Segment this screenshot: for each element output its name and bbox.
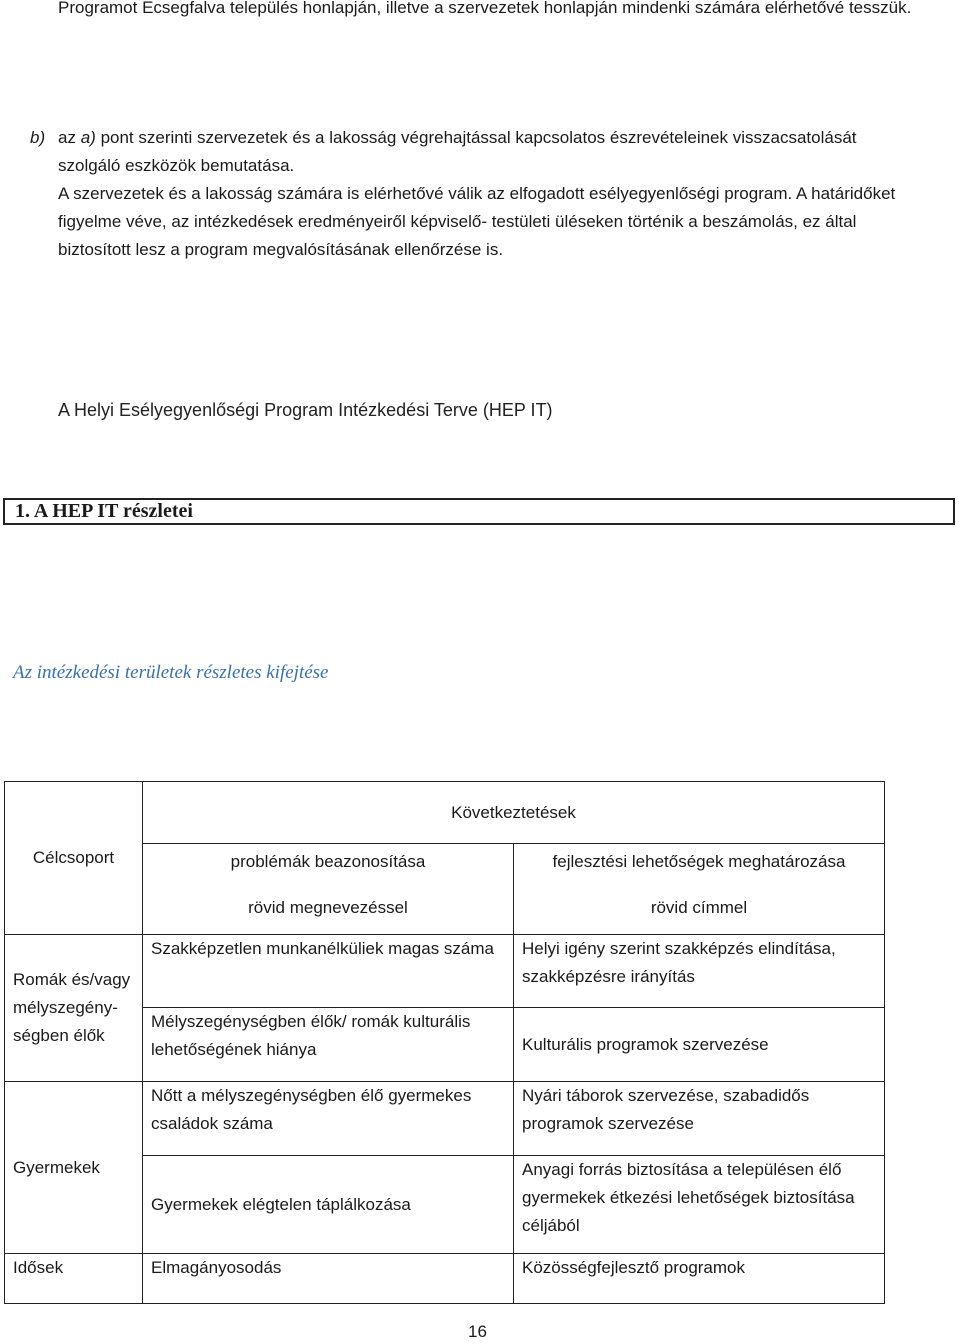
problems-header-label: problémák beazonosítása — [230, 852, 426, 871]
section-title: 1. A HEP IT részletei — [3, 498, 955, 525]
opportunity-cell: Kulturális programok szervezése — [514, 1008, 885, 1082]
target-group-cell: Idősek — [5, 1254, 143, 1304]
problem-cell: Gyermekek elégtelen táplálkozása — [143, 1156, 514, 1254]
point-b-paragraph — [30, 124, 920, 264]
problem-cell: Szakképzetlen munkanélküliek magas száma — [143, 935, 514, 1008]
table-row — [5, 1082, 885, 1156]
page-number: 16 — [468, 1322, 487, 1341]
conclusions-header: Következtetések — [143, 782, 885, 844]
target-group-cell: Romák és/vagy mélyszegény-ségben élők — [5, 935, 143, 1082]
problem-cell: Nőtt a mélyszegénységben élő gyermekes családok száma — [143, 1082, 514, 1156]
measures-table — [4, 781, 885, 1304]
point-b-body: A szervezetek és a lakosság számára is elérhetővé válik az elfogadott esélyegyenlőségi program. A határidőket figyelme véve, az intézkedések eredményeiről képviselő- testületi üléseken történik a beszámolás, ez által biztosított lesz a program megvalósításának ellenőrzése is. — [58, 184, 896, 259]
opportunity-cell: Közösségfejlesztő programok — [514, 1254, 885, 1304]
target-group-cell: Gyermekek — [5, 1082, 143, 1254]
opportunity-cell: Anyagi forrás biztosítása a településen élő gyermekek étkezési lehetőségek biztosítása céljából — [514, 1156, 885, 1254]
hep-title: A Helyi Esélyegyenlőségi Program Intézkedési Terve (HEP IT) — [58, 400, 553, 420]
point-b-lead-post: pont szerinti szervezetek és a lakosság végrehajtással kapcsolatos észrevételeinek visszacsatolását szolgáló eszközök bemutatása. — [58, 128, 857, 175]
problems-header — [143, 844, 514, 935]
area-heading: Az intézkedési területek részletes kifejtése — [13, 662, 329, 683]
table-row — [5, 1254, 885, 1304]
opportunity-cell: Helyi igény szerint szakképzés elindítása, szakképzésre irányítás — [514, 935, 885, 1008]
problem-cell: Mélyszegénységben élők/ romák kulturális lehetőségének hiánya — [143, 1008, 514, 1082]
point-b-lead-ref: a) — [80, 128, 96, 147]
problems-header-sub: rövid megnevezéssel — [248, 898, 408, 917]
target-group-header: Célcsoport — [5, 782, 143, 935]
point-b-lead-pre: az — [58, 128, 76, 147]
intro-paragraph: Programot Ecsegfalva település honlapján, illetve a szervezetek honlapján mindenki számára elérhetővé tesszük. — [58, 0, 912, 17]
table-row — [5, 935, 885, 1008]
opportunities-header-sub: rövid címmel — [650, 898, 748, 917]
point-b-label: b) — [30, 128, 46, 147]
opportunity-cell: Nyári táborok szervezése, szabadidős programok szervezése — [514, 1082, 885, 1156]
opportunities-header — [514, 844, 885, 935]
problem-cell: Elmagányosodás — [143, 1254, 514, 1304]
opportunities-header-label: fejlesztési lehetőségek meghatározása — [552, 852, 846, 871]
